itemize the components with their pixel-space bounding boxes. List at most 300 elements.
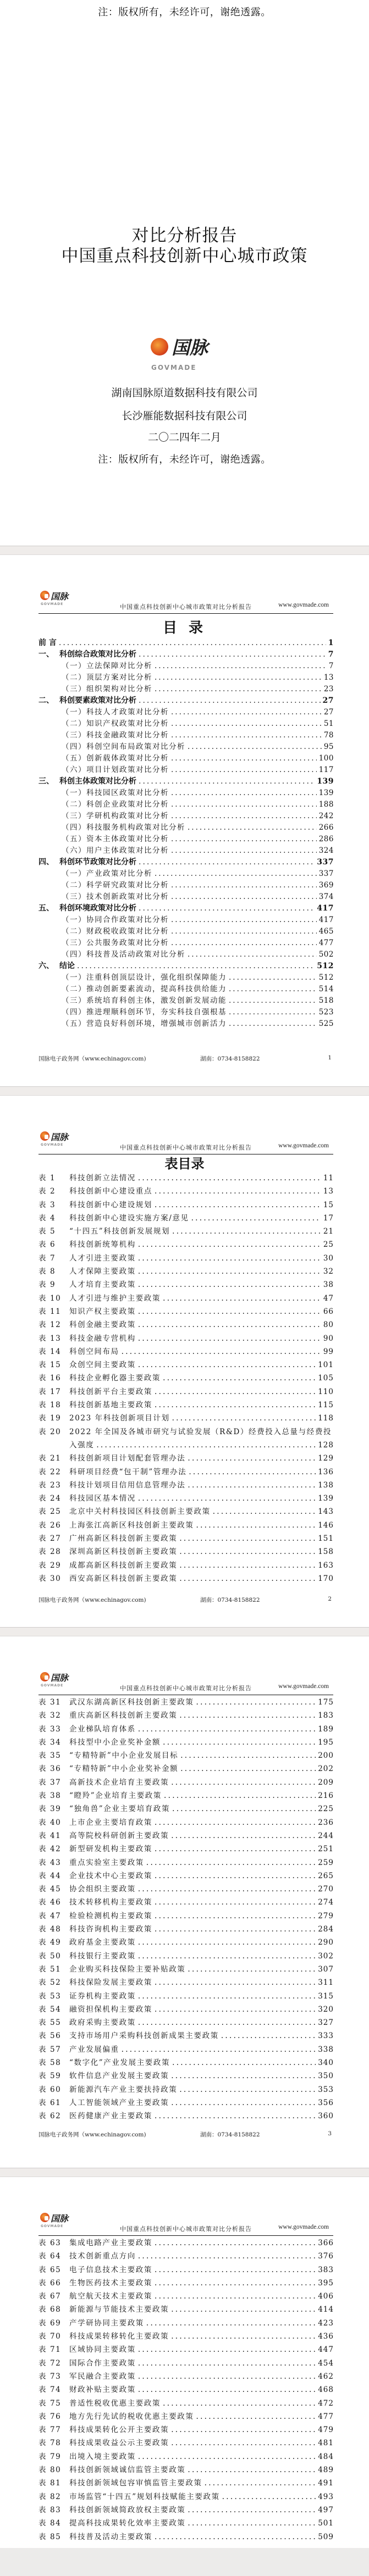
table-number: 表 13	[38, 1334, 62, 1343]
running-header	[38, 2212, 333, 2239]
table-title: 航空航天技术主要政策	[69, 2292, 152, 2301]
table-index-entry[interactable]	[38, 1896, 334, 1909]
table-index-entry[interactable]	[38, 1559, 334, 1572]
table-index-entry[interactable]	[38, 1545, 334, 1558]
toc-entry-label: 科创环境政策对比分析	[59, 904, 136, 913]
toc-entry-label: （三）系统培育科创主体，激发创新发展动能	[62, 996, 227, 1005]
dot-leader	[179, 1572, 316, 1585]
table-number: 表 20	[38, 1427, 62, 1436]
table-index-entry[interactable]	[38, 1856, 334, 1869]
table-index-entry[interactable]	[38, 2436, 334, 2450]
table-index-entry[interactable]	[38, 1198, 334, 1212]
table-index-entry[interactable]	[38, 2383, 334, 2396]
table-index-entry[interactable]	[38, 2096, 334, 2109]
table-index-entry[interactable]	[38, 1762, 334, 1775]
table-page: 307	[318, 1964, 334, 1974]
table-index-entry[interactable]	[38, 1816, 334, 1829]
table-index-entry[interactable]	[38, 1842, 334, 1856]
table-index-entry[interactable]	[38, 1452, 334, 1465]
table-title: 科技园区基本情况	[69, 1494, 136, 1503]
header-rule	[38, 2235, 333, 2236]
table-number: 表 55	[38, 2018, 62, 2028]
table-index-entry[interactable]	[38, 2517, 334, 2530]
table-index-entry[interactable]	[38, 1412, 334, 1425]
table-index-entry[interactable]	[38, 1789, 334, 1802]
header-report-title: 中国重点科技创新中心城市政策对比分析报告	[120, 1144, 252, 1151]
table-index-entry[interactable]	[38, 1385, 334, 1398]
dot-leader	[155, 660, 327, 672]
toc-entry-number: 五、	[38, 904, 54, 913]
toc-entry[interactable]	[38, 891, 334, 903]
toc-entry-label: （六）用户主体政策对比分析	[62, 846, 169, 855]
table-index-entry[interactable]	[38, 2236, 334, 2250]
table-title: 企业梯队培育体系	[69, 1724, 136, 1734]
dot-leader	[213, 1505, 316, 1518]
dot-leader	[138, 2370, 316, 2383]
table-index-entry[interactable]	[38, 2263, 334, 2277]
table-title: 科技成果收益公示主要政策	[69, 2439, 169, 2448]
table-number: 表 31	[38, 1698, 62, 1707]
table-title: 政府采购主要政策	[69, 2018, 136, 2028]
table-index-entry[interactable]	[38, 1358, 334, 1372]
table-index-entry[interactable]	[38, 1185, 334, 1198]
table-page: 491	[318, 2479, 334, 2488]
table-title: 政府基金主要政策	[69, 1938, 136, 1947]
dot-leader	[155, 2277, 316, 2290]
toc-entry[interactable]	[38, 880, 334, 891]
toc-entry[interactable]	[38, 649, 334, 660]
dot-leader	[139, 649, 326, 660]
table-page: 327	[318, 2018, 334, 2028]
table-page: 376	[318, 2252, 334, 2261]
table-index-entry[interactable]	[38, 2410, 334, 2423]
dot-leader	[138, 2016, 316, 2029]
table-index-entry[interactable]	[38, 1172, 334, 1185]
toc-entry[interactable]	[38, 695, 334, 707]
toc-entry-page: 286	[318, 835, 334, 843]
table-index-entry[interactable]	[38, 1519, 334, 1532]
toc-entry[interactable]	[38, 1007, 334, 1018]
dot-leader	[96, 1439, 316, 1452]
table-page: 265	[318, 1871, 334, 1880]
table-title: 深圳高新区科技创新主要政策	[69, 1547, 178, 1557]
table-index-entry[interactable]	[38, 2083, 334, 2096]
dot-leader	[155, 672, 322, 684]
table-title: 科研项目经费“包干制”管理办法	[69, 1467, 187, 1476]
toc-entry[interactable]	[38, 822, 334, 834]
dot-leader	[189, 1465, 316, 1479]
table-index-entry-continued[interactable]	[38, 1439, 334, 1452]
toc-entry[interactable]	[38, 937, 334, 949]
header-logo-text: 国脉	[51, 1673, 69, 1683]
table-title: 新能源汽车产业主要扶持政策	[69, 2085, 178, 2094]
header-url-link[interactable]: www.govmade.com	[278, 2224, 329, 2230]
table-index-entry[interactable]	[38, 1465, 334, 1479]
table-index-entry[interactable]	[38, 2056, 334, 2069]
running-header	[38, 1671, 333, 1698]
table-title: 科技成果转移转化主要政策	[69, 2332, 169, 2341]
table-title: 科技创新领域诚信监管主要政策	[69, 2466, 186, 2475]
header-url-link[interactable]: www.govmade.com	[278, 1683, 329, 1690]
dot-leader	[155, 2109, 316, 2123]
table-title: 提高科技成果转化效率主要政策	[69, 2519, 186, 2528]
table-index-entry[interactable]	[38, 2343, 334, 2356]
toc-entry[interactable]	[38, 868, 334, 880]
table-page: 236	[318, 1818, 334, 1827]
table-index-entry[interactable]	[38, 1723, 334, 1736]
toc-entry[interactable]	[38, 834, 334, 845]
toc-entry-page: 417	[317, 904, 334, 913]
table-index-entry[interactable]	[38, 2016, 334, 2029]
toc-entry-page: 417	[318, 915, 334, 924]
table-index-entry[interactable]	[38, 2003, 334, 2016]
table-title: 证券机构主要政策	[69, 1991, 136, 2001]
toc-entry-number: 六、	[38, 962, 54, 970]
dot-leader	[155, 2003, 316, 2016]
table-index-entry[interactable]	[38, 2277, 334, 2290]
header-report-title: 中国重点科技创新中心城市政策对比分析报告	[120, 2225, 252, 2233]
table-page: 353	[318, 2085, 334, 2094]
dot-leader	[138, 1492, 316, 1505]
dot-leader	[171, 810, 317, 822]
dot-leader	[229, 1007, 317, 1018]
toc-entry-page: 7	[328, 662, 334, 670]
dot-leader	[146, 1856, 316, 1869]
dot-leader	[155, 1869, 316, 1883]
toc-entry[interactable]	[38, 660, 334, 672]
table-index-entry[interactable]	[38, 1709, 334, 1722]
table-page: 13	[323, 1187, 334, 1196]
table-title: 科技企业孵化器主要政策	[69, 1374, 161, 1383]
dot-leader	[138, 2343, 316, 2356]
table-index-entry[interactable]	[38, 1212, 334, 1225]
table-title: 产学研协同主要政策	[69, 2318, 144, 2328]
table-page: 99	[323, 1347, 334, 1356]
table-page: 509	[318, 2532, 334, 2541]
table-index-entry[interactable]	[38, 2463, 334, 2477]
table-index-entry[interactable]	[38, 1532, 334, 1545]
table-index-entry[interactable]	[38, 2303, 334, 2316]
toc-entry-page: 242	[318, 812, 334, 820]
table-number: 表 33	[38, 1724, 62, 1734]
table-page: 447	[318, 2345, 334, 2355]
dot-leader	[171, 1776, 316, 1789]
table-index-entry[interactable]	[38, 2370, 334, 2383]
table-title: 新型研发机构主要政策	[69, 1845, 152, 1854]
table-index-entry[interactable]	[38, 1869, 334, 1883]
table-index-page-2	[0, 1636, 369, 2168]
header-logo-text: 国脉	[51, 1132, 69, 1142]
table-title: 新能源与节能技术主要政策	[69, 2305, 169, 2314]
table-page: 209	[318, 1778, 334, 1787]
table-number: 表 66	[38, 2278, 62, 2288]
table-index-entry[interactable]	[38, 2330, 334, 2343]
table-title: 生物医药技术主要政策	[69, 2278, 152, 2288]
table-index-entry[interactable]	[38, 1425, 334, 1439]
table-number: 表 84	[38, 2519, 62, 2528]
table-title: 人才培育主要政策	[69, 1280, 136, 1290]
dot-leader	[138, 2357, 316, 2370]
toc-heading: 目 录	[162, 620, 207, 636]
table-index-entry[interactable]	[38, 2477, 334, 2490]
toc-entry-page: 139	[317, 777, 334, 786]
toc-entry-page: 523	[318, 1008, 334, 1017]
dot-leader	[138, 2383, 316, 2396]
toc-entry[interactable]	[38, 799, 334, 810]
table-page: 279	[318, 1911, 334, 1920]
table-page: 151	[318, 1534, 334, 1544]
table-index-entry[interactable]	[38, 2423, 334, 2436]
toc-entry[interactable]	[38, 672, 334, 684]
table-index-entry[interactable]	[38, 2043, 334, 2056]
dot-leader	[171, 718, 322, 730]
table-title: 上市企业主要培育政策	[69, 1818, 152, 1827]
table-index-entry[interactable]	[38, 2490, 334, 2503]
toc-entry[interactable]	[38, 949, 334, 961]
table-page: 146	[318, 1520, 334, 1530]
table-title: “十四五”科技创新发展规划	[69, 1227, 170, 1236]
table-index-entry[interactable]	[38, 2397, 334, 2410]
table-index-entry[interactable]	[38, 1976, 334, 1989]
toc-entry[interactable]	[38, 730, 334, 741]
table-title: 区域协同主要政策	[69, 2345, 136, 2355]
table-page: 183	[318, 1711, 334, 1720]
toc-entry[interactable]	[38, 741, 334, 753]
toc-entry[interactable]	[38, 718, 334, 730]
toc-entry[interactable]	[38, 1018, 334, 1030]
table-page: 501	[318, 2519, 334, 2528]
table-title: “专精特新”中小企业奖补金额	[69, 1764, 179, 1774]
table-index-entry[interactable]	[38, 1238, 334, 1251]
toc-entry[interactable]	[38, 961, 334, 972]
table-index-entry[interactable]	[38, 2503, 334, 2517]
table-index-entry[interactable]	[38, 1829, 334, 1842]
table-index-entry[interactable]	[38, 1776, 334, 1789]
table-page: 497	[318, 2505, 334, 2514]
table-number: 表 42	[38, 1845, 62, 1854]
table-number: 表 3	[38, 1200, 56, 1209]
table-number: 表 28	[38, 1547, 62, 1557]
table-index-entry[interactable]	[38, 1963, 334, 1976]
company-name-1: 湖南国脉原道数据科技有限公司	[111, 387, 258, 399]
toc-entry[interactable]	[38, 984, 334, 995]
toc-entry[interactable]	[38, 857, 334, 868]
table-index-entry[interactable]	[38, 1950, 334, 1963]
dot-leader	[196, 2410, 316, 2423]
table-number: 表 48	[38, 1925, 62, 1934]
toc-entry[interactable]	[38, 776, 334, 787]
table-page: 251	[318, 1845, 334, 1854]
toc-entry[interactable]	[38, 764, 334, 776]
dot-leader	[188, 1963, 316, 1976]
table-index-entry[interactable]	[38, 1505, 334, 1518]
report-title-line1: 中国重点科技创新中心城市政策	[61, 246, 308, 266]
header-url-link[interactable]: www.govmade.com	[278, 1142, 329, 1149]
table-index-entry[interactable]	[38, 2530, 334, 2544]
cover-page	[0, 0, 369, 546]
dot-leader	[139, 695, 321, 707]
table-index-entry[interactable]	[38, 2250, 334, 2263]
table-page: 493	[318, 2492, 334, 2501]
toc-entry-label: （三）组织架构对比分析	[62, 685, 152, 693]
toc-entry-page: 465	[318, 927, 334, 936]
table-page: 462	[318, 2372, 334, 2381]
toc-entry-page: 518	[318, 996, 334, 1005]
toc-entry[interactable]	[38, 787, 334, 799]
table-index-entry[interactable]	[38, 1802, 334, 1816]
table-index-entry[interactable]	[38, 2029, 334, 2042]
table-index-entry[interactable]	[38, 1990, 334, 2003]
toc-entry-label: （二）知识产权政策对比分析	[62, 719, 169, 728]
footer-website: 国脉电子政务网（www.echinagov.com)	[38, 1056, 146, 1062]
table-number: 表 45	[38, 1885, 62, 1894]
dot-leader	[188, 1479, 316, 1492]
toc-entry[interactable]	[38, 707, 334, 718]
table-index-entry[interactable]	[38, 1225, 334, 1238]
table-index-entry[interactable]	[38, 1278, 334, 1291]
table-index-entry[interactable]	[38, 1265, 334, 1278]
dot-leader	[191, 1212, 321, 1225]
dot-leader	[139, 903, 315, 914]
table-index-entry[interactable]	[38, 1909, 334, 1923]
table-index-entry[interactable]	[38, 1398, 334, 1412]
toc-entry[interactable]	[38, 926, 334, 937]
table-index-entry[interactable]	[38, 2450, 334, 2463]
govmade-logo-mark-icon	[40, 591, 49, 600]
dot-leader	[171, 707, 322, 718]
table-title: 科技保险发展主要政策	[69, 1978, 152, 1987]
table-title: 科技创新中心建设重点	[69, 1187, 152, 1196]
table-number: 表 11	[38, 1307, 62, 1316]
toc-entry[interactable]	[38, 903, 334, 914]
table-index-entry[interactable]	[38, 1305, 334, 1318]
toc-entry-label: （四）科创空间布局政策对比分析	[62, 742, 185, 751]
toc-entry[interactable]	[38, 972, 334, 984]
table-number: 表 72	[38, 2358, 62, 2368]
table-title: 融资担保机构主要政策	[69, 2005, 152, 2014]
table-number: 表 35	[38, 1751, 62, 1761]
dot-leader	[138, 1936, 316, 1949]
table-index-entry[interactable]	[38, 2317, 334, 2330]
table-page: 333	[318, 2031, 334, 2041]
table-title: 科技银行主要政策	[69, 1951, 136, 1961]
table-number: 表 81	[38, 2479, 62, 2488]
toc-entry-label: （一）注重科创顶层设计，强化组织保障能力	[62, 973, 227, 982]
table-index-entry[interactable]	[38, 1252, 334, 1265]
header-url-link[interactable]: www.govmade.com	[278, 602, 329, 608]
table-index-entry[interactable]	[38, 2109, 334, 2123]
table-number: 表 36	[38, 1764, 62, 1774]
table-number: 表 15	[38, 1361, 62, 1370]
running-header	[38, 590, 333, 617]
toc-entry[interactable]	[38, 914, 334, 926]
dot-leader	[122, 2043, 316, 2056]
table-page: 136	[318, 1467, 334, 1476]
dot-leader	[188, 2503, 316, 2517]
dot-leader	[171, 937, 317, 949]
table-title: 重点实验室主要政策	[69, 1858, 144, 1867]
dot-leader	[155, 1185, 321, 1198]
table-page: 216	[318, 1791, 334, 1801]
table-title: 财政补贴主要政策	[69, 2385, 136, 2395]
dot-leader	[171, 914, 317, 926]
toc-entry[interactable]	[38, 637, 334, 649]
table-index-entry[interactable]	[38, 1736, 334, 1749]
table-title: 科技普及活动主要政策	[69, 2532, 152, 2541]
toc-entry[interactable]	[38, 753, 334, 764]
table-index-entry[interactable]	[38, 1332, 334, 1345]
table-number: 表 7	[38, 1253, 56, 1263]
table-index-entry[interactable]	[38, 2357, 334, 2370]
dot-leader	[171, 1829, 316, 1842]
table-number: 表 16	[38, 1374, 62, 1383]
table-page: 105	[318, 1374, 334, 1383]
table-index-entry[interactable]	[38, 1318, 334, 1331]
table-index-entry[interactable]	[38, 2069, 334, 2083]
header-logo-text: 国脉	[51, 2213, 69, 2224]
table-number: 表 61	[38, 2098, 62, 2107]
table-index-entry[interactable]	[38, 1345, 334, 1358]
toc-entry-label: （二）财政税收政策对比分析	[62, 927, 169, 936]
dot-leader	[163, 2397, 316, 2410]
dot-leader	[171, 845, 317, 857]
table-index-entry[interactable]	[38, 1696, 334, 1709]
table-index-entry[interactable]	[38, 2290, 334, 2303]
table-page: 139	[318, 1494, 334, 1503]
table-index-entry[interactable]	[38, 1749, 334, 1762]
dot-leader	[155, 2530, 316, 2544]
table-index-entry[interactable]	[38, 1372, 334, 1385]
table-index-entry[interactable]	[38, 1492, 334, 1505]
toc-entry[interactable]	[38, 684, 334, 695]
table-index-entry[interactable]	[38, 1479, 334, 1492]
dot-leader	[188, 822, 317, 834]
table-index-entry[interactable]	[38, 1923, 334, 1936]
dot-leader	[171, 926, 317, 937]
dot-leader	[146, 2317, 316, 2330]
dot-leader	[229, 984, 317, 995]
table-title: 科技咨询机构主要政策	[69, 1925, 152, 1934]
table-number: 表 80	[38, 2466, 62, 2475]
table-index-entry[interactable]	[38, 1936, 334, 1949]
dot-leader	[188, 1452, 316, 1465]
table-page: 170	[318, 1574, 334, 1583]
table-page: 47	[323, 1293, 334, 1303]
table-index-entry[interactable]	[38, 1292, 334, 1305]
table-page: 436	[318, 2332, 334, 2341]
table-page: 189	[318, 1724, 334, 1734]
table-number: 表 22	[38, 1467, 62, 1476]
toc-entry-label: （三）学研机构政策对比分析	[62, 812, 169, 820]
dot-leader	[155, 2236, 316, 2250]
footer-page-number: 1	[328, 1054, 332, 1061]
toc-entry[interactable]	[38, 845, 334, 857]
toc-entry[interactable]	[38, 810, 334, 822]
table-title: “瞪羚”企业培育主要政策	[69, 1791, 162, 1801]
table-page: 472	[318, 2399, 334, 2408]
table-title: 科技金融专营机构	[69, 1334, 136, 1343]
footer-phone: 湖南：0734-8158822	[200, 1597, 260, 1603]
toc-entry[interactable]	[38, 995, 334, 1007]
toc-entry-label: （四）科技普及活动政策对比分析	[62, 950, 185, 959]
toc-entry-page: 502	[318, 950, 334, 959]
table-title: 企业购买科技保险主要补贴政策	[69, 1964, 186, 1974]
table-title: 科技型中小企业奖补金额	[69, 1737, 161, 1747]
header-logo-en: GOVMADE	[41, 602, 64, 606]
table-index-entry[interactable]	[38, 1572, 334, 1585]
table-index-entry[interactable]	[38, 1883, 334, 1896]
table-title: 产业发展偏重	[69, 2045, 119, 2054]
